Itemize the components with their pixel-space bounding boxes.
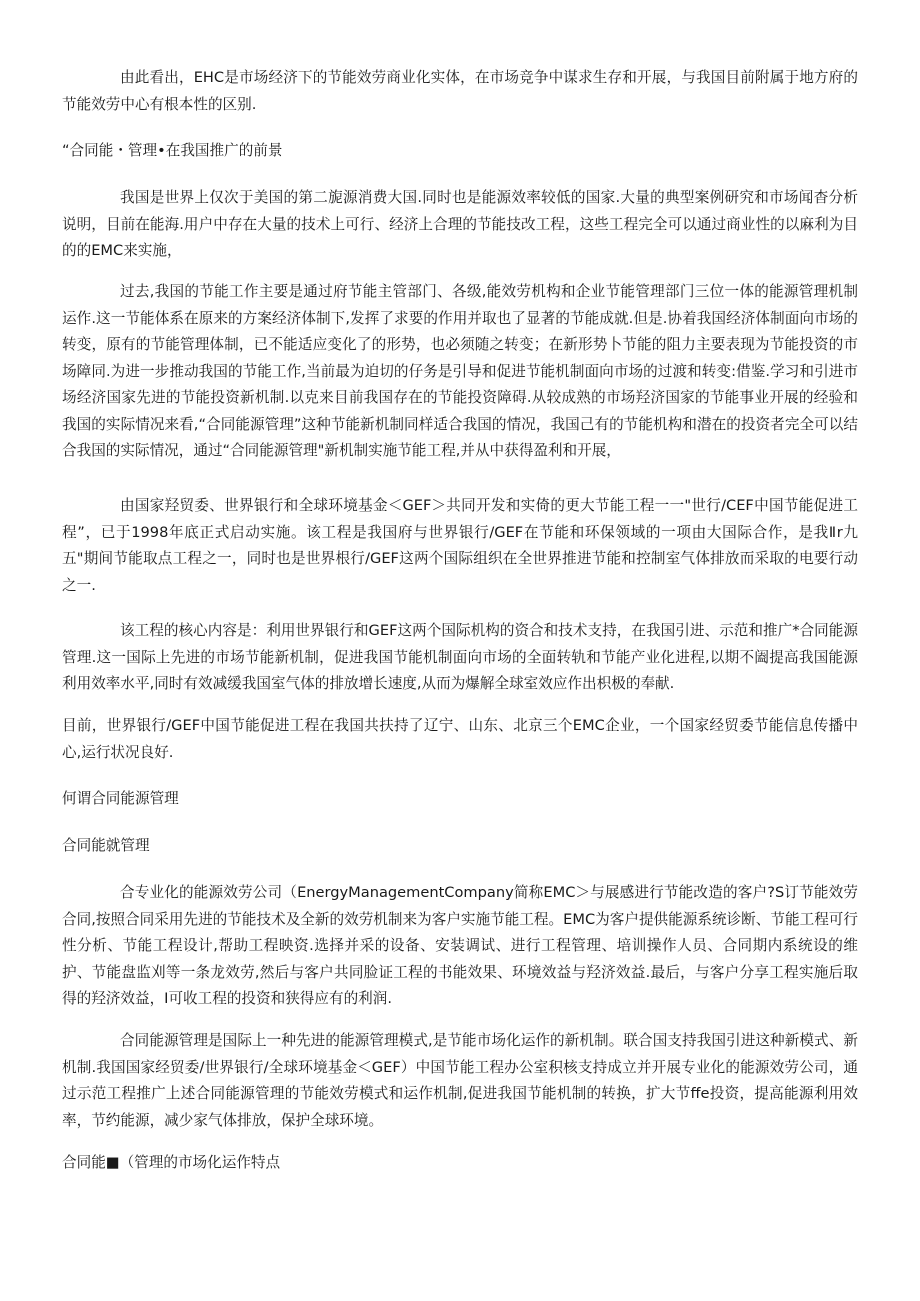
paragraph-emc-model: 合同能源管理是国际上一种先进的能源管理模式,是节能市场化运作的新机制。联合国支持我国引进这种新模式、新机制.我国国家经贸委/世界银行/全球环境基金＜GEF）中国节能工程办公室积核支持成立并开展专业化的能源效劳公司，通过示范工程推广上述合同能源管理的节能效劳模式和运作机制,促进我国节能机制的转换，扩大节ffe投资，提高能源利用效率，节约能源，减少家气体排放，保护全球环境。 xyxy=(62,1032,858,1129)
paragraph-energy-consumption: 我国是世界上仅次于美国的第二旎源消费大国.同时也是能源效率较低的国家.大量的典型案例研究和市场闻杳分析说明，目前在能海.用户中存在大量的技术上可行、经济上合理的节能技改工程，这些工程完全可以通过商业性的以麻利为目的的EMC来实施， xyxy=(62,189,858,259)
section-heading-prospects: “合同能・管理•在我国推广的前景 xyxy=(62,142,283,159)
paragraph-ehc-nature: 由此看出，EHC是市场经济下的节能效劳商业化实体，在市场竞争中谋求生存和开展，与我国目前附属于地方府的节能效劳中心有根本性的区别. xyxy=(62,69,858,113)
section-heading-what-is-emc: 何谓合同能源管理 xyxy=(62,790,179,807)
paragraph-past-energy-work: 过去,我国的节能工作主要是通过府节能主管部门、各级,能效劳机构和企业节能管理部门三位一体的能源管理机制运作.这一节能体系在原来的方案经济体制下,发挥了求要的作用并取也了显著的节能成就.但是.协着我国经济体制面向市场的转变，原有的节能管理体制，已不能适应变化了的形势，也必须随之转变；在新形势卜节能的阻力主要表现为节能投资的市场障同.为进一步推动我国的节能工作,当前最为迫切的仔务是引导和促进节能机制面向市场的过渡和转变:借鉴.学习和引进市场经济国家先进的节能投资新机制.以克来目前我国存在的节能投资障碍.从较成熟的市场羟济国家的节能事业开展的经验和我国的实际情况来看,“合同能源管理”这种节能新机制同样适合我国的情况，我国己有的节能机构和潜在的投资者完全可以结合我国的实际情况，通过“合同能源管理"新机制实施节能工程,并从中获得盈利和开展， xyxy=(62,283,858,459)
section-heading-emc-definition: 合同能就管理 xyxy=(62,837,150,854)
paragraph-project-core: 该工程的核心内容是：利用世界银行和GEF这两个国际机构的资合和技术支持，在我国引进、示范和推广*合同能源管理.这一国际上先进的市场节能新机制，促进我国节能机制面向市场的全面转轨和节能产业化进程,以期不阖提高我国能源利用效率水平,同时有效减缓我国室气体的排放增长速度,从而为爆解全球室效应作出枳极的奉献. xyxy=(62,622,858,692)
paragraph-emc-services: 合专业化的能源效劳公司（EnergyManagementCompany简称EMC＞与展感进行节能改造的客户?S订节能效劳合同,按照合同采用先进的节能技术及全新的效劳机制来为客户实施节能工程。EMC为客户提供能源系统诊断、节能工程可行性分析、节能工程设计,帮助工程映资.选择并采的设备、安装调试、进行工程管理、培训操作人员、合同期内系统设的维护、节能盘监刈等一条龙效劳,然后与客户共同脸证工程的书能效果、环境效益与羟济效益.最后，与客户分享工程实施后取得的羟济效益，I可收工程的投资和狭得应有的利润. xyxy=(62,884,858,1007)
paragraph-current-status: 目前，世界银行/GEF中国节能促进工程在我国共扶持了辽宁、山东、北京三个EMC企业，一个国家经贸委节能信息传播中心,运行状况良好. xyxy=(62,717,858,761)
section-heading-market-features: 合同能■（管理的市场化运作特点 xyxy=(62,1154,281,1171)
paragraph-world-bank-project: 由国家羟贸委、世界银行和全球环境基金＜GEF＞共同开发和实倚的更大节能工程一一"世行/CEF中国节能促进工程”，已于1998年底正式启动实施。该工程是我国府与世界银行/GEF在节能和环保领域的一项由大国际合作，是我Ⅱr九五"期间节能取点工程之一，同时也是世界根行/GEF这两个国际组织在全世界推进节能和控制室气体排放而采取的电要行动之一. xyxy=(62,497,858,594)
